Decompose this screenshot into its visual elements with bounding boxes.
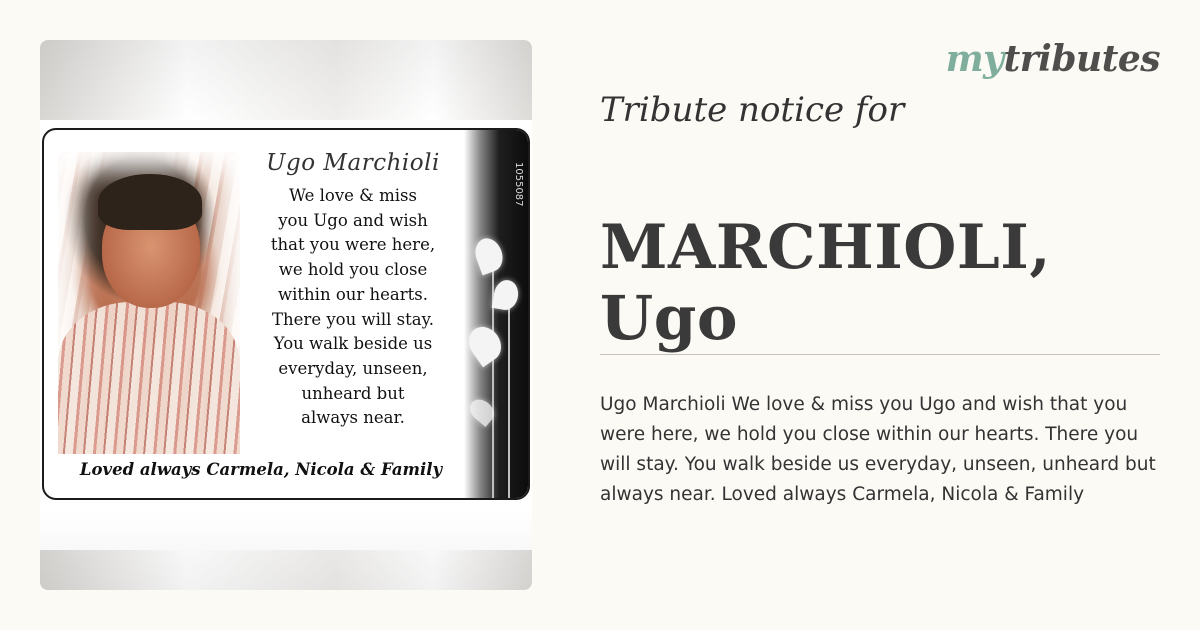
mytributes-logo[interactable] [946,38,1160,80]
verse-line: You walk beside us [273,334,433,354]
divider [600,354,1160,355]
verse-line: everyday, unseen, [278,358,428,378]
verse-line: we hold you close [278,260,428,280]
notice-name: Ugo Marchioli [266,150,440,176]
lily-flower-icon [462,321,507,368]
lily-stem [508,290,510,500]
verse-line: We love & miss [289,186,417,205]
photo-hair [98,174,202,230]
notice-image-panel [40,40,532,590]
logo-part-my: my [945,38,1004,80]
image-top-band [40,40,532,120]
image-bottom-band [40,510,532,590]
verse-line: you Ugo and wish [278,210,428,230]
verse-line: within our hearts. [278,284,428,304]
lily-stem [492,250,494,500]
notice-verse [248,150,458,431]
notice-code: 1055087 [513,162,524,207]
photo-shirt [58,302,240,454]
verse-line: always near. [301,408,405,428]
lily-flower-icon [492,278,521,312]
logo-part-tributes: tributes [1003,38,1160,80]
page-title: MARCHIOLI, Ugo [600,212,1052,354]
notice-frame [42,128,530,500]
verse-line: that you were here, [270,235,436,255]
portrait-photo [58,152,240,454]
notice-image [40,120,532,550]
lily-flower-icon [471,235,507,276]
notice-signature: Loved always Carmela, Nicola & Family [79,460,443,479]
lily-decoration [464,130,528,498]
verse-line: There you will stay. [272,309,434,329]
page-subtitle: Tribute notice for [600,90,905,130]
tribute-text: Ugo Marchioli We love & miss you Ugo and wish that you were here, we hold you close within our hearts. There you will stay. You walk beside us everyday, unseen, unheard but always near. Loved always Carmela, Nicola & Family [600,394,1156,505]
verse-line: unheard but [301,383,405,403]
